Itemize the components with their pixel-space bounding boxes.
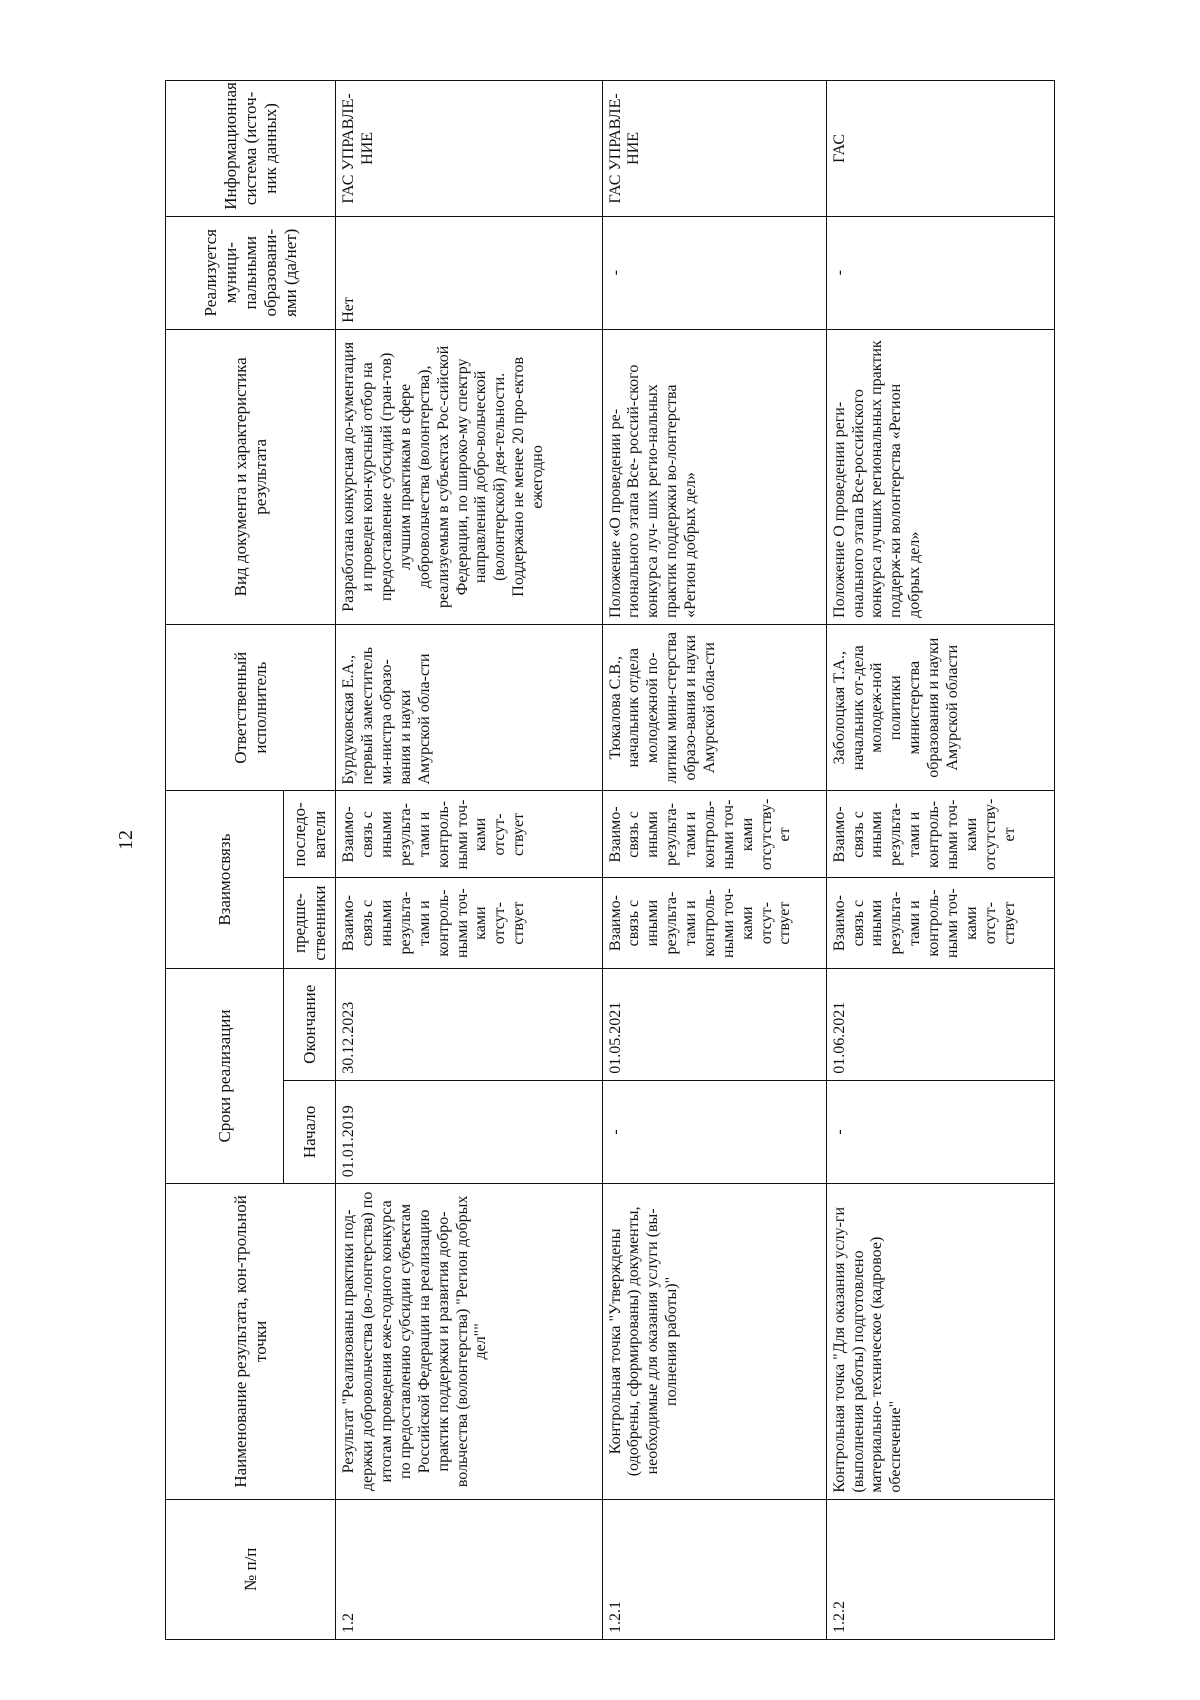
row-successors: Взаимо-связь с иными результа-тами и контроль-ными точ-ками отсутству-ет — [826, 791, 1054, 878]
row-num: 1.2.2 — [826, 1499, 1054, 1639]
header-num: № п/п — [166, 1499, 336, 1639]
row-num: 1.2 — [336, 1499, 602, 1639]
row-responsible: Тюкалова С.В., начальник отдела молодежной по-литики мини-стерства образо-вания и науки Амурской обла-сти — [602, 624, 826, 791]
row-name: Результат "Реализованы практики под-держки добровольчества (во-лонтерства) по итогам проведения еже-годного конкурса по предоставлению субсидии субъектам Российской Федерации на реализацию практик поддержки и развития добро-вольчества (волонтерства) "Регион добрых дел"" — [336, 1184, 602, 1499]
row-info-system: ГАС УПРАВЛЕ-НИЕ — [336, 81, 602, 217]
row-responsible: Бурдуковская Е.А., первый заместитель ми-нистра образо-вания и науки Амурской обла-сти — [336, 624, 602, 791]
row-start: 01.01.2019 — [336, 1080, 602, 1184]
row-end: 01.06.2021 — [826, 968, 1054, 1080]
row-name: Контрольная точка "Утверждены (одобрены, сформированы) документы, необходимые для оказания услуги (вы-полнения работы)" — [602, 1184, 826, 1499]
table-row — [826, 81, 1054, 1640]
header-predecessors: предше-ственники — [284, 878, 336, 968]
row-municipal: Нет — [336, 216, 602, 329]
results-table — [165, 80, 1055, 1640]
table-row — [602, 81, 826, 1640]
header-municipal: Реализуется муници-пальными образовани-ями (да/нет) — [166, 216, 336, 329]
header-successors: последо-ватели — [284, 791, 336, 878]
header-date-end: Окончание — [284, 968, 336, 1080]
row-end: 30.12.2023 — [336, 968, 602, 1080]
header-info-system: Информационная система (источ-ник данных) — [166, 81, 336, 217]
row-start: - — [602, 1080, 826, 1184]
row-info-system: ГАС УПРАВЛЕ-НИЕ — [602, 81, 826, 217]
row-doc: Положение О проведении реги-онального этапа Все-российского конкурса лучших региональных практик поддерж-ки волонтерства «Регион добрых дел» — [826, 329, 1054, 624]
row-start: - — [826, 1080, 1054, 1184]
rotated-table-wrapper — [165, 80, 1055, 1640]
row-responsible: Заболоцкая Т.А., начальник от-дела молодеж-ной политики министерства образования и науки Амурской области — [826, 624, 1054, 791]
header-links: Взаимосвязь — [166, 791, 284, 968]
row-predecessors: Взаимо-связь с иными результа-тами и контроль-ными точ-ками отсут-ствует — [336, 878, 602, 968]
header-row — [166, 81, 284, 1640]
header-name: Наименование результата, кон-трольной точки — [166, 1184, 336, 1499]
row-end: 01.05.2021 — [602, 968, 826, 1080]
row-successors: Взаимо-связь с иными результа-тами и контроль-ными точ-ками отсутству-ет — [602, 791, 826, 878]
row-doc: Положение «О проведении ре-гионального этапа Все- россий-ского конкурса луч- ших регио-нальных практик поддержки во-лонтерства «Регион добрых дел» — [602, 329, 826, 624]
row-doc: Разработана конкурсная до-кументация и проведен кон-курсный отбор на предоставление субсидий (гран-тов) лучшим практикам в сфере добровольчества (волонтерства), реализуемым в субъектах Рос-сийской Федерации, по широко-му спектру направлений добро-вольческой (волонтерской) дея-тельности. Поддержано не менее 20 про-ектов ежегодно — [336, 329, 602, 624]
table-row — [336, 81, 602, 1640]
header-doc-type: Вид документа и характеристика результата — [166, 329, 336, 624]
row-info-system: ГАС — [826, 81, 1054, 217]
row-num: 1.2.1 — [602, 1499, 826, 1639]
row-municipal: - — [602, 216, 826, 329]
row-municipal: - — [826, 216, 1054, 329]
header-responsible: Ответственный исполнитель — [166, 624, 336, 791]
row-successors: Взаимо-связь с иными результа-тами и контроль-ными точ-ками отсут-ствует — [336, 791, 602, 878]
page-number: 12 — [115, 830, 137, 850]
header-dates: Сроки реализации — [166, 968, 284, 1183]
row-name: Контрольная точка "Для оказания услу-ги (выполнения работы) подготовлено материально- техническое (кадровое) обеспечение" — [826, 1184, 1054, 1499]
row-predecessors: Взаимо-связь с иными результа-тами и контроль-ными точ-ками отсут-ствует — [602, 878, 826, 968]
row-predecessors: Взаимо-связь с иными результа-тами и контроль-ными точ-ками отсут-ствует — [826, 878, 1054, 968]
header-date-start: Начало — [284, 1080, 336, 1184]
